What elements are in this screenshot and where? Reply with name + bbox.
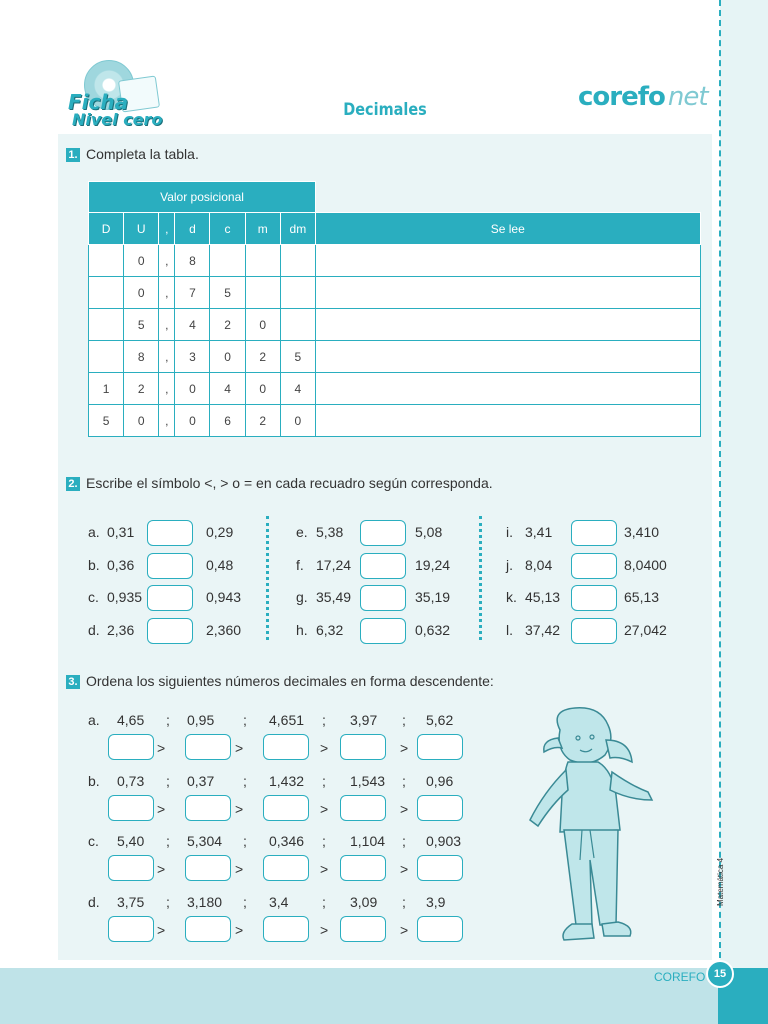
number: 0,903: [426, 833, 462, 849]
number: 0,96: [426, 773, 454, 789]
left-number: 2,36: [107, 622, 135, 638]
cell: 2: [245, 341, 280, 373]
cell: [89, 341, 124, 373]
number: 5,62: [426, 712, 454, 728]
answer-box[interactable]: [340, 855, 386, 881]
answer-box[interactable]: [108, 795, 154, 821]
cell: 0: [124, 245, 159, 277]
separator: ;: [243, 712, 247, 728]
number: 3,97: [350, 712, 378, 728]
separator: ;: [322, 712, 326, 728]
separator: ;: [322, 773, 326, 789]
table-row: [89, 277, 701, 309]
item-label: a.: [88, 712, 100, 728]
table-row: [89, 405, 701, 437]
answer-box[interactable]: [108, 916, 154, 942]
cell: ,: [159, 245, 175, 277]
right-number: 0,48: [206, 557, 234, 573]
answer-box[interactable]: [571, 520, 617, 546]
cell: 5: [210, 277, 245, 309]
logo-suffix: net: [667, 82, 708, 112]
greater-than-sign: >: [235, 740, 244, 756]
column-header: D: [89, 213, 124, 245]
answer-box[interactable]: [147, 520, 193, 546]
cell: ,: [159, 373, 175, 405]
cell: 0: [280, 405, 315, 437]
separator: ;: [166, 894, 170, 910]
separator: ;: [166, 773, 170, 789]
left-number: 6,32: [316, 622, 344, 638]
item-label: c.: [88, 833, 99, 849]
item-label: b.: [88, 773, 100, 789]
answer-box[interactable]: [263, 855, 309, 881]
answer-box[interactable]: [108, 855, 154, 881]
question-text: Escribe el símbolo <, > o = en cada recuadro según corresponda.: [86, 475, 493, 491]
right-number: 8,0400: [624, 557, 667, 573]
number: 1,543: [350, 773, 386, 789]
left-number: 0,935: [107, 589, 143, 605]
cell: 7: [175, 277, 210, 309]
number: 3,180: [187, 894, 223, 910]
answer-box[interactable]: [263, 795, 309, 821]
column-header: d: [175, 213, 210, 245]
question-2: [66, 475, 493, 491]
answer-box[interactable]: [360, 585, 406, 611]
number: 4,65: [117, 712, 145, 728]
cell: 0: [175, 405, 210, 437]
left-number: 37,42: [525, 622, 561, 638]
right-margin-strip: [720, 0, 768, 1024]
answer-box[interactable]: [108, 734, 154, 760]
table-row: [89, 341, 701, 373]
left-number: 3,41: [525, 524, 553, 540]
left-number: 0,36: [107, 557, 135, 573]
question-number: 2.: [66, 477, 80, 491]
right-number: 35,19: [415, 589, 451, 605]
column-header: dm: [280, 213, 315, 245]
greater-than-sign: >: [157, 922, 166, 938]
greater-than-sign: >: [320, 861, 329, 877]
cell: [245, 277, 280, 309]
logo-main: corefo: [578, 82, 665, 112]
item-label: b.: [88, 557, 100, 573]
item-label: j.: [506, 557, 513, 573]
item-label: l.: [506, 622, 513, 638]
answer-box[interactable]: [417, 795, 463, 821]
separator: ;: [166, 712, 170, 728]
answer-box[interactable]: [185, 855, 231, 881]
column-header: c: [210, 213, 245, 245]
greater-than-sign: >: [235, 801, 244, 817]
item-label: d.: [88, 894, 100, 910]
read-header: Se lee: [316, 213, 701, 245]
number: 5,40: [117, 833, 145, 849]
cell: ,: [159, 277, 175, 309]
cell: 0: [124, 405, 159, 437]
logo-line1: Ficha: [68, 90, 129, 114]
number: 3,75: [117, 894, 145, 910]
cell: [280, 309, 315, 341]
greater-than-sign: >: [157, 740, 166, 756]
table-row: [89, 373, 701, 405]
right-number: 27,042: [624, 622, 667, 638]
number: 4,651: [269, 712, 305, 728]
answer-box[interactable]: [571, 618, 617, 644]
right-number: 0,29: [206, 524, 234, 540]
answer-cell[interactable]: [316, 245, 701, 277]
cell: 4: [175, 309, 210, 341]
cell: 0: [210, 341, 245, 373]
greater-than-sign: >: [235, 861, 244, 877]
answer-cell[interactable]: [316, 309, 701, 341]
left-number: 0,31: [107, 524, 135, 540]
cell: 5: [89, 405, 124, 437]
greater-than-sign: >: [157, 861, 166, 877]
separator: ;: [243, 833, 247, 849]
answer-box[interactable]: [360, 520, 406, 546]
column-header: ,: [159, 213, 175, 245]
cell: 2: [210, 309, 245, 341]
group-header: Valor posicional: [89, 182, 316, 213]
answer-box[interactable]: [571, 585, 617, 611]
answer-box[interactable]: [147, 553, 193, 579]
answer-box[interactable]: [571, 553, 617, 579]
question-number: 3.: [66, 675, 80, 689]
number: 3,9: [426, 894, 446, 910]
number: 1,432: [269, 773, 305, 789]
cell: 8: [124, 341, 159, 373]
cell: 2: [245, 405, 280, 437]
answer-box[interactable]: [417, 916, 463, 942]
separator: ;: [402, 773, 406, 789]
question-1: [66, 146, 199, 162]
cell: 4: [280, 373, 315, 405]
cell: 4: [210, 373, 245, 405]
right-number: 19,24: [415, 557, 451, 573]
separator: ;: [243, 773, 247, 789]
cell: 3: [175, 341, 210, 373]
cell: [280, 245, 315, 277]
greater-than-sign: >: [235, 922, 244, 938]
page-number: 15: [706, 960, 734, 988]
right-number: 5,08: [415, 524, 443, 540]
right-number: 3,410: [624, 524, 660, 540]
answer-cell[interactable]: [316, 405, 701, 437]
answer-box[interactable]: [360, 618, 406, 644]
left-number: 5,38: [316, 524, 344, 540]
column-header: m: [245, 213, 280, 245]
cell: [280, 277, 315, 309]
cell: 8: [175, 245, 210, 277]
number: 0,95: [187, 712, 215, 728]
answer-box[interactable]: [340, 795, 386, 821]
item-label: e.: [296, 524, 308, 540]
table-row: [89, 245, 701, 277]
cell: [210, 245, 245, 277]
number: 0,73: [117, 773, 145, 789]
left-number: 45,13: [525, 589, 561, 605]
column-divider: [266, 516, 269, 640]
cell: 1: [89, 373, 124, 405]
column-header: U: [124, 213, 159, 245]
separator: ;: [322, 833, 326, 849]
separator: ;: [402, 894, 406, 910]
place-value-table: [88, 181, 701, 437]
cell: [89, 309, 124, 341]
cell: 5: [124, 309, 159, 341]
item-label: h.: [296, 622, 308, 638]
answer-box[interactable]: [340, 734, 386, 760]
right-number: 0,632: [415, 622, 451, 638]
girl-illustration: [520, 700, 670, 950]
page-title: Decimales: [343, 100, 427, 120]
left-number: 35,49: [316, 589, 352, 605]
table-row: [89, 309, 701, 341]
left-number: 8,04: [525, 557, 553, 573]
item-label: i.: [506, 524, 513, 540]
separator: ;: [166, 833, 170, 849]
separator: ;: [402, 712, 406, 728]
item-label: f.: [296, 557, 304, 573]
cell: ,: [159, 405, 175, 437]
separator: ;: [402, 833, 406, 849]
left-number: 17,24: [316, 557, 352, 573]
question-3: [66, 673, 494, 689]
cut-line: [719, 0, 721, 968]
greater-than-sign: >: [320, 801, 329, 817]
number: 0,37: [187, 773, 215, 789]
answer-box[interactable]: [147, 618, 193, 644]
bottom-band: [0, 968, 768, 1024]
greater-than-sign: >: [320, 922, 329, 938]
item-label: c.: [88, 589, 99, 605]
number: 0,346: [269, 833, 305, 849]
cell: 6: [210, 405, 245, 437]
number: 3,4: [269, 894, 289, 910]
greater-than-sign: >: [157, 801, 166, 817]
greater-than-sign: >: [320, 740, 329, 756]
right-number: 2,360: [206, 622, 242, 638]
answer-box[interactable]: [185, 795, 231, 821]
answer-box[interactable]: [185, 916, 231, 942]
greater-than-sign: >: [400, 922, 409, 938]
item-label: k.: [506, 589, 517, 605]
answer-box[interactable]: [360, 553, 406, 579]
answer-box[interactable]: [185, 734, 231, 760]
number: 5,304: [187, 833, 223, 849]
greater-than-sign: >: [400, 801, 409, 817]
cell: 2: [124, 373, 159, 405]
item-label: d.: [88, 622, 100, 638]
cell: [89, 277, 124, 309]
number: 1,104: [350, 833, 386, 849]
cell: ,: [159, 309, 175, 341]
item-label: g.: [296, 589, 308, 605]
answer-box[interactable]: [417, 855, 463, 881]
column-divider: [479, 516, 482, 640]
answer-box[interactable]: [147, 585, 193, 611]
answer-cell[interactable]: [316, 341, 701, 373]
answer-box[interactable]: [417, 734, 463, 760]
separator: ;: [243, 894, 247, 910]
side-label: Matemática 4: [716, 857, 725, 906]
cell: [89, 245, 124, 277]
cell: 0: [175, 373, 210, 405]
footer-brand: COREFO: [654, 970, 706, 984]
question-number: 1.: [66, 148, 80, 162]
right-number: 0,943: [206, 589, 242, 605]
greater-than-sign: >: [400, 740, 409, 756]
ficha-nivel-cero-logo: [64, 56, 174, 130]
answer-box[interactable]: [263, 734, 309, 760]
answer-box[interactable]: [340, 916, 386, 942]
answer-box[interactable]: [263, 916, 309, 942]
question-text: Ordena los siguientes números decimales en forma descendente:: [86, 673, 494, 689]
logo-line2: Nivel cero: [72, 110, 163, 129]
greater-than-sign: >: [400, 861, 409, 877]
cell: 0: [245, 373, 280, 405]
number: 3,09: [350, 894, 378, 910]
cell: 0: [124, 277, 159, 309]
separator: ;: [322, 894, 326, 910]
cell: 0: [245, 309, 280, 341]
item-label: a.: [88, 524, 100, 540]
question-text: Completa la tabla.: [86, 146, 199, 162]
corefo-net-logo: [578, 82, 708, 112]
answer-cell[interactable]: [316, 373, 701, 405]
cell: [245, 245, 280, 277]
cell: 5: [280, 341, 315, 373]
answer-cell[interactable]: [316, 277, 701, 309]
cell: ,: [159, 341, 175, 373]
right-number: 65,13: [624, 589, 660, 605]
